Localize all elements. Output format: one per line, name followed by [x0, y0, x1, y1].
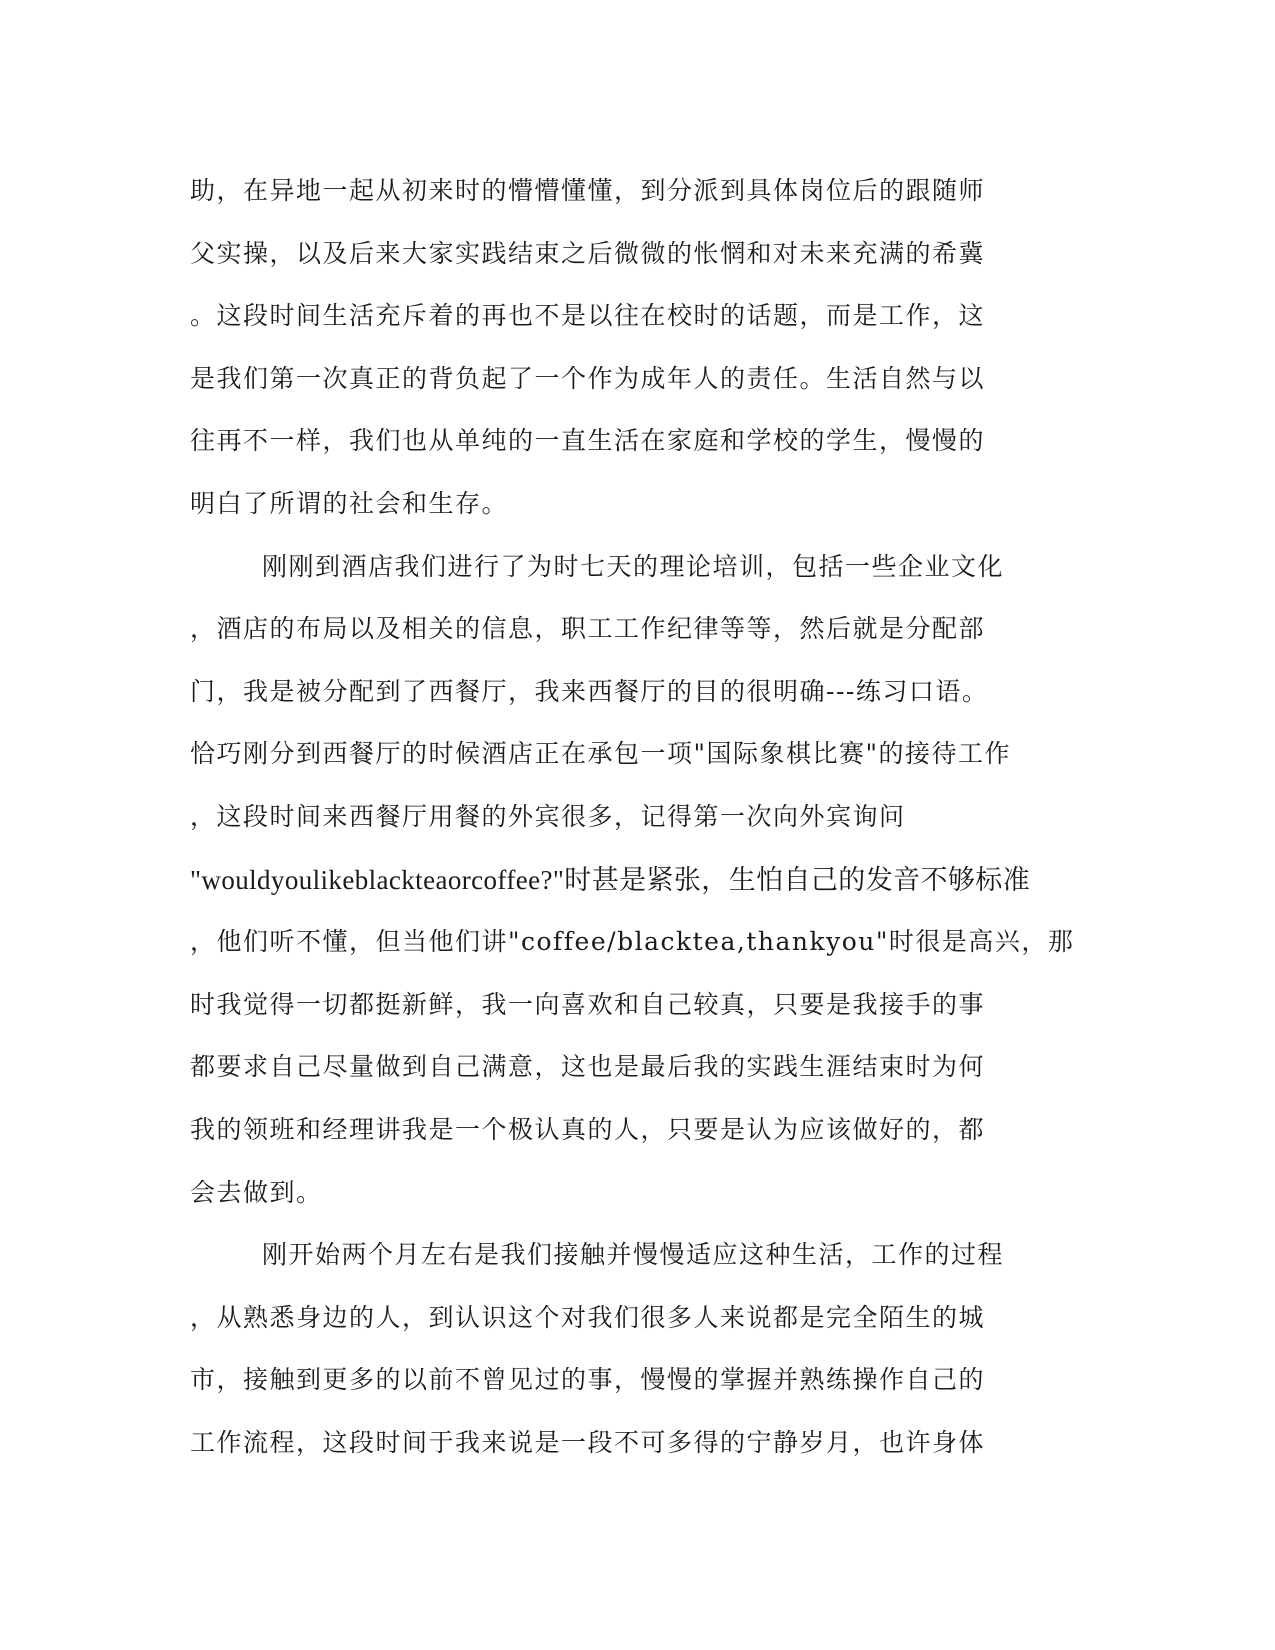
text-line: ，从熟悉身边的人，到认识这个对我们很多人来说都是完全陌生的城: [190, 1302, 986, 1332]
text-line: 我的领班和经理讲我是一个极认真的人，只要是认为应该做好的，都: [190, 1114, 986, 1144]
text-line: 。这段时间生活充斥着的再也不是以往在校时的话题，而是工作，这: [190, 301, 986, 331]
text-line: ，他们听不懂，但当他们讲"coffee/blacktea,thankyou"时很是高兴，那: [190, 927, 1075, 957]
text-line: 往再不一样，我们也从单纯的一直生活在家庭和学校的学生，慢慢的: [190, 426, 986, 456]
body-text: [190, 160, 1090, 1474]
text-line: 门，我是被分配到了西餐厅，我来西餐厅的目的很明确---练习口语。: [190, 676, 989, 706]
text-line: 父实操，以及后来大家实践结束之后微微的怅惘和对未来充满的希冀: [190, 238, 986, 268]
text-line: 工作流程，这段时间于我来说是一段不可多得的宁静岁月，也许身体: [190, 1427, 986, 1457]
text-line: 市，接触到更多的以前不曾见过的事，慢慢的掌握并熟练操作自己的: [190, 1365, 986, 1395]
text-line: 助，在异地一起从初来时的懵懵懂懂，到分派到具体岗位后的跟随师: [190, 176, 986, 205]
text-line: 明白了所谓的社会和生存。: [190, 488, 509, 518]
paragraph-first-line: 刚开始两个月左右是我们接触并慢慢适应这种生活，工作的过程: [262, 1240, 1005, 1270]
text-line: "wouldyoulikeblackteaorcoffee?"时甚是紧张，生怕自己的发音不够标准: [190, 864, 1031, 895]
text-line: 恰巧刚分到西餐厅的时候酒店正在承包一项"国际象棋比赛"的接待工作: [190, 739, 1012, 769]
text-line: 都要求自己尽量做到自己满意，这也是最后我的实践生涯结束时为何: [190, 1052, 986, 1082]
text-line: ，这段时间来西餐厅用餐的外宾很多，记得第一次向外宾询问: [190, 801, 906, 831]
paragraph-first-line: 刚刚到酒店我们进行了为时七天的理论培训，包括一些企业文化: [262, 551, 1005, 581]
text-line: 时我觉得一切都挺新鲜，我一向喜欢和自己较真，只要是我接手的事: [190, 989, 986, 1019]
text-line: 是我们第一次真正的背负起了一个作为成年人的责任。生活自然与以: [190, 363, 986, 393]
text-line: 会去做到。: [190, 1177, 323, 1207]
text-line: ，酒店的布局以及相关的信息，职工工作纪律等等，然后就是分配部: [190, 614, 986, 644]
